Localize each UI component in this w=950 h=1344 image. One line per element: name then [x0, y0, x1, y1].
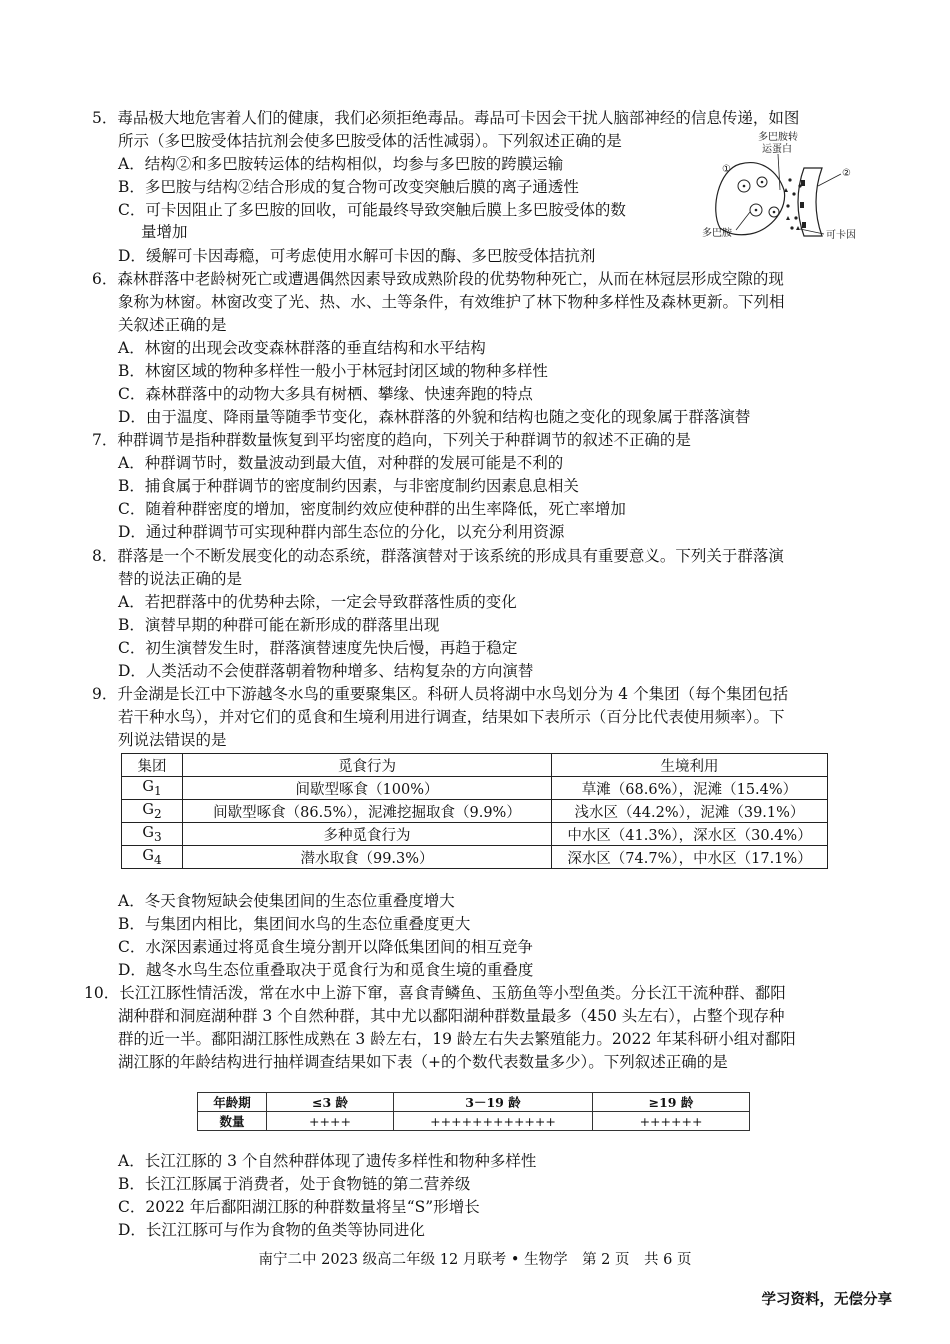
q9-stem-line3: 列说法错误的是: [118, 731, 227, 749]
table-cell-group: $G_1$: [122, 777, 183, 800]
q10-stem-line3: 群的近一半。鄱阳湖江豚性成熟在 3 龄左右，19 龄左右失去繁殖能力。2022 年某科研小组对鄱阳: [118, 1030, 796, 1048]
q9-table: [121, 753, 828, 869]
q6-option-c: C．森林群落中的动物大多具有树栖、攀缘、快速奔跑的特点: [118, 385, 533, 403]
table-cell: 草滩（68.6%），泥滩（15.4%）: [552, 777, 828, 800]
table-header-cell: 集团: [122, 754, 183, 777]
q7-option-a: A．种群调节时，数量波动到最大值，对种群的发展可能是不利的: [118, 454, 564, 472]
table-header-cell: 年龄期: [198, 1093, 267, 1112]
table-header-cell: 3－19 龄: [394, 1093, 593, 1112]
figure-label-dopamine: 多巴胺: [702, 228, 732, 239]
q7-stem: 7．种群调节是指种群数量恢复到平均密度的趋向，下列关于种群调节的叙述不正确的是: [92, 431, 691, 449]
q9-stem-line1: 9．升金湖是长江中下游越冬水鸟的重要聚集区。科研人员将湖中水鸟划分为 4 个集团（每个集团包括: [92, 685, 789, 703]
table-header-cell: ≤3 龄: [267, 1093, 394, 1112]
q8-stem-line2: 替的说法正确的是: [118, 570, 243, 588]
table-header-row: [122, 754, 828, 777]
receptor-marker: [800, 202, 804, 208]
q9-option-d: D．越冬水鸟生态位重叠取决于觅食行为和觅食生境的重叠度: [118, 961, 534, 979]
q5-stem-line1: 5．毒品极大地危害着人们的健康，我们必须拒绝毒品。毒品可卡因会干扰人脑部神经的信息传递，如图: [92, 109, 800, 127]
table-cell: 间歇型啄食（100%）: [183, 777, 552, 800]
q10-stem-line4: 湖江豚的年龄结构进行抽样调查结果如下表（+的个数代表数量多少）。下列叙述正确的是: [118, 1053, 728, 1071]
table-row: [122, 777, 828, 800]
table-header-cell: 生境利用: [552, 754, 828, 777]
q5-option-c-line2: 量增加: [141, 223, 188, 241]
q6-stem-line2: 象称为林窗。林窗改变了光、热、水、土等条件，有效维护了林下物种多样性及森林更新。下列相: [118, 293, 785, 311]
table-cell: ++++++: [593, 1112, 750, 1131]
dopamine-molecules: [786, 178, 801, 229]
q9-option-c: C．水深因素通过将觅食生境分割开以降低集团间的相互竞争: [118, 938, 533, 956]
table-cell: 潜水取食（99.3%）: [183, 846, 552, 869]
q7-option-b: B．捕食属于种群调节的密度制约因素，与非密度制约因素息息相关: [118, 477, 579, 495]
figure-label-1: ①: [722, 164, 731, 175]
receptor-marker: [801, 180, 805, 186]
q10-table: [197, 1092, 750, 1131]
table-cell: 浅水区（44.2%），泥滩（39.1%）: [552, 800, 828, 823]
q10-option-a: A．长江江豚的 3 个自然种群体现了遗传多样性和物种多样性: [118, 1152, 537, 1170]
q7-option-d: D．通过种群调节可实现种群内部生态位的分化，以充分利用资源: [118, 523, 565, 541]
table-cell: 深水区（74.7%），中水区（17.1%）: [552, 846, 828, 869]
q8-stem-line1: 8．群落是一个不断发展变化的动态系统，群落演替对于该系统的形成具有重要意义。下列关于群落演: [92, 547, 784, 565]
corner-note: 学习资料，无偿分享: [761, 1292, 892, 1308]
q6-stem-line1: 6．森林群落中老龄树死亡或遭遇偶然因素导致成熟阶段的优势物种死亡，从而在林冠层形成空隙的现: [92, 270, 784, 288]
table-row: [122, 823, 828, 846]
table-cell: 多种觅食行为: [183, 823, 552, 846]
table-header-cell: ≥19 龄: [593, 1093, 750, 1112]
q5-option-b: B．多巴胺与结构②结合形成的复合物可改变突触后膜的离子通透性: [118, 178, 579, 196]
q6-option-b: B．林窗区域的物种多样性一般小于林冠封闭区域的物种多样性: [118, 362, 548, 380]
q8-option-c: C．初生演替发生时，群落演替速度先快后慢，再趋于稳定: [118, 639, 518, 657]
table-header-row: [198, 1093, 750, 1112]
q9-option-b: B．与集团内相比，集团间水鸟的生态位重叠度更大: [118, 915, 471, 933]
q9-stem-line2: 若干种水鸟），并对它们的觅食和生境利用进行调查，结果如下表所示（百分比代表使用频率）。下: [118, 708, 785, 726]
table-cell: 中水区（41.3%），深水区（30.4%）: [552, 823, 828, 846]
q8-option-b: B．演替早期的种群可能在新形成的群落里出现: [118, 616, 440, 634]
q10-option-c: C．2022 年后鄱阳湖江豚的种群数量将呈“S”形增长: [118, 1198, 480, 1216]
q6-option-a: A．林窗的出现会改变森林群落的垂直结构和水平结构: [118, 339, 486, 357]
table-cell: 间歇型啄食（86.5%），泥滩挖掘取食（9.9%）: [183, 800, 552, 823]
q5-option-a: A．结构②和多巴胺转运体的结构相似，均参与多巴胺的跨膜运输: [118, 155, 564, 173]
figure-label-2: ②: [842, 168, 851, 179]
q6-stem-line3: 关叙述正确的是: [118, 316, 227, 334]
table-cell: ++++: [267, 1112, 394, 1131]
table-row-label: 数量: [198, 1112, 267, 1131]
q6-option-d: D．由于温度、降雨量等随季节变化，森林群落的外貌和结构也随之变化的现象属于群落演替: [118, 408, 751, 426]
q10-option-d: D．长江江豚可与作为食物的鱼类等协同进化: [118, 1221, 425, 1239]
table-row: [122, 846, 828, 869]
receptor-marker: [802, 222, 806, 228]
table-cell: ++++++++++++: [394, 1112, 593, 1131]
table-cell-group: $G_4$: [122, 846, 183, 869]
table-row: [122, 800, 828, 823]
synapse-diagram: [700, 130, 870, 250]
figure-label-transporter-2: 运蛋白: [762, 144, 792, 155]
q5-option-d: D．缓解可卡因毒瘾，可考虑使用水解可卡因的酶、多巴胺受体拮抗剂: [118, 247, 596, 265]
q10-stem-line1: 10．长江江豚性情活泼，常在水中上游下窜，喜食青鳞鱼、玉筋鱼等小型鱼类。分长江干流种群、鄱阳: [84, 984, 786, 1002]
q8-option-d: D．人类活动不会使群落朝着物种增多、结构复杂的方向演替: [118, 662, 534, 680]
q10-stem-line2: 湖种群和洞庭湖种群 3 个自然种群，其中尤以鄱阳湖种群数量最多（450 头左右），占整个现存种: [118, 1007, 785, 1025]
figure-label-cocaine: 可卡因: [826, 230, 856, 241]
table-header-cell: 觅食行为: [183, 754, 552, 777]
q7-option-c: C．随着种群密度的增加，密度制约效应使种群的出生率降低，死亡率增加: [118, 500, 626, 518]
q9-option-a: A．冬天食物短缺会使集团间的生态位重叠度增大: [118, 892, 455, 910]
q8-option-a: A．若把群落中的优势种去除，一定会导致群落性质的变化: [118, 593, 517, 611]
q5-option-c-line1: C．可卡因阻止了多巴胺的回收，可能最终导致突触后膜上多巴胺受体的数: [118, 201, 626, 219]
table-cell-group: $G_3$: [122, 823, 183, 846]
table-row: [198, 1112, 750, 1131]
figure-label-transporter-1: 多巴胺转: [758, 132, 798, 143]
q10-option-b: B．长江江豚属于消费者，处于食物链的第二营养级: [118, 1175, 471, 1193]
q5-stem-line2: 所示（多巴胺受体拮抗剂会使多巴胺受体的活性减弱）。下列叙述正确的是: [118, 132, 622, 150]
table-cell-group: $G_2$: [122, 800, 183, 823]
page-footer: 南宁二中 2023 级高二年级 12 月联考 • 生物学 第 2 页 共 6 页: [258, 1252, 692, 1268]
